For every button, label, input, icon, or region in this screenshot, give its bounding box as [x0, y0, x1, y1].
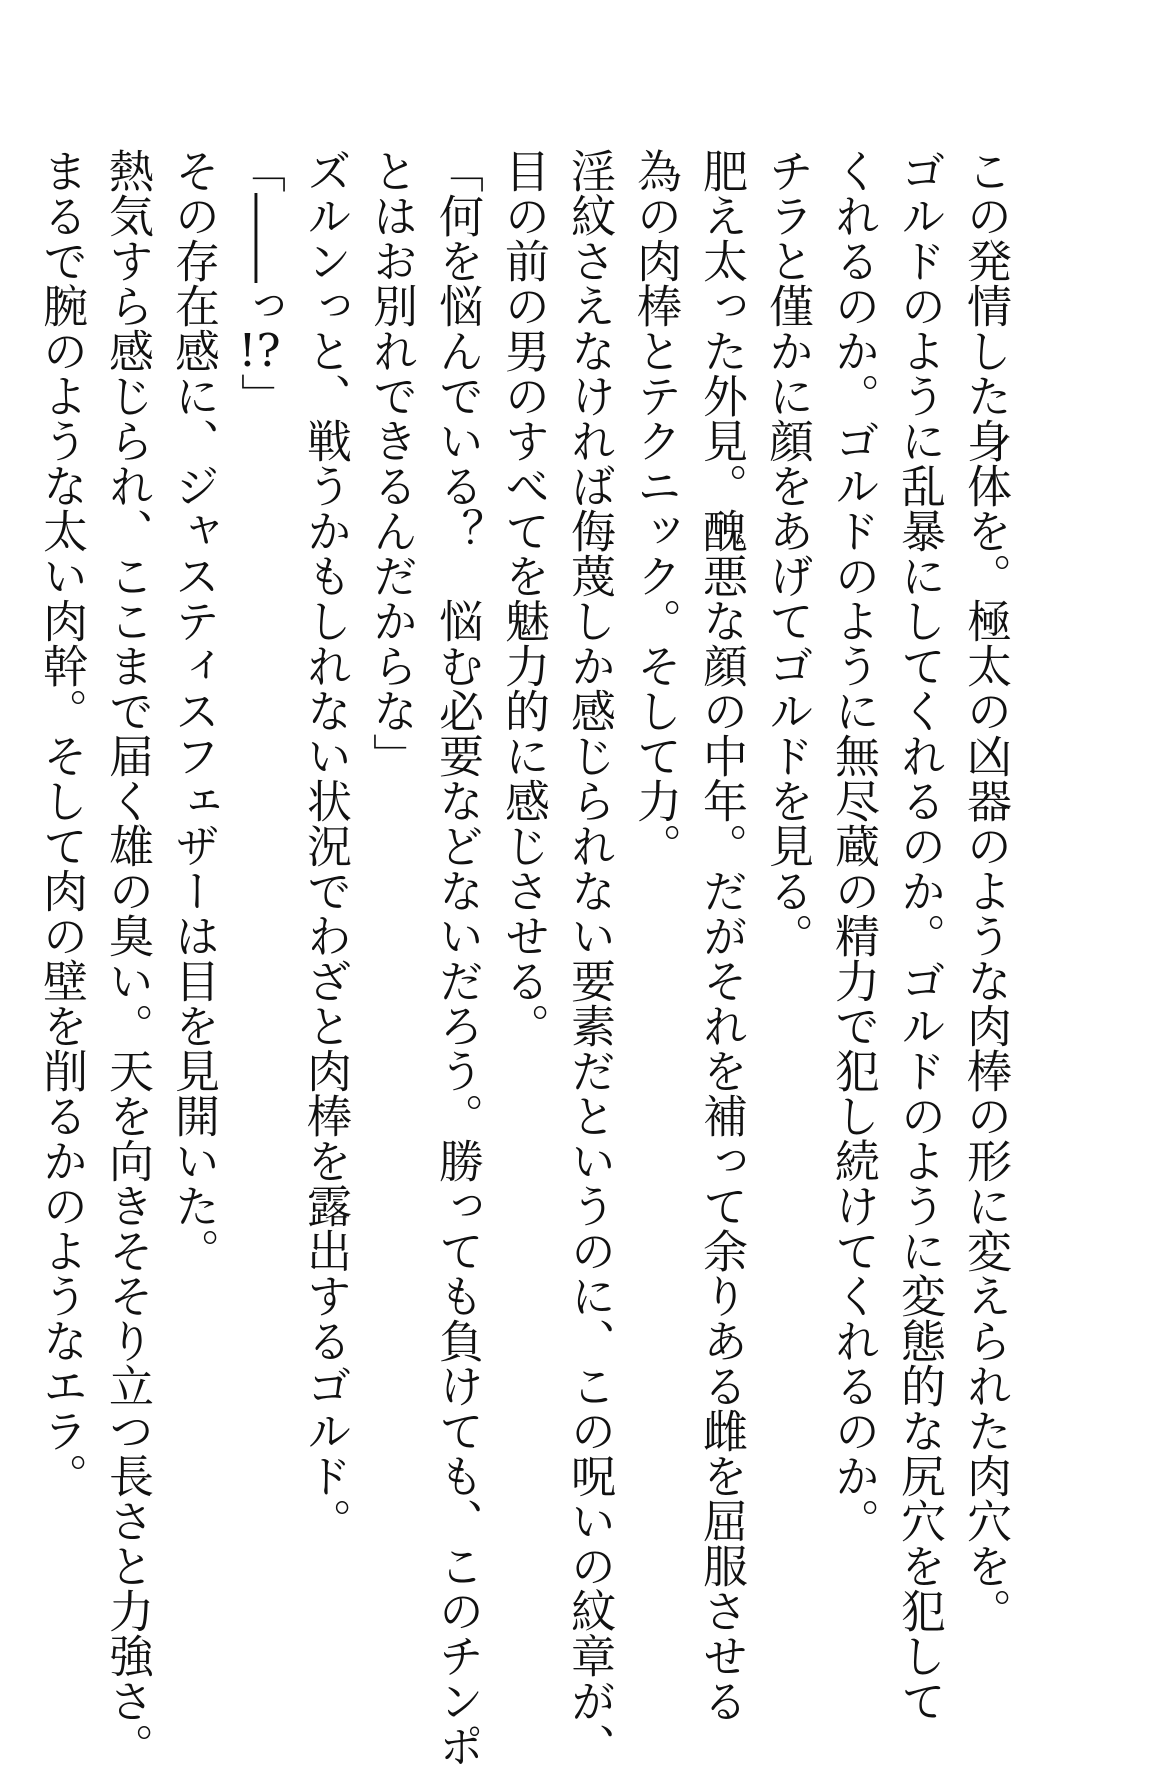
text-line-14: 熱気すら感じられ、ここまで届く雄の臭い。天を向きそそり立つ長さと力強さ。	[101, 148, 154, 1768]
text-line-1: この発情した身体を。極太の凶器のような肉棒の形に変えられた肉穴を。	[959, 148, 1012, 1633]
text-line-10: とはお別れできるんだからな」	[365, 148, 418, 778]
closing-bracket: 」	[233, 373, 286, 418]
text-line-2: ゴルドのように乱暴にしてくれるのか。ゴルドのように変態的な尻穴を犯して	[893, 148, 946, 1723]
text-line-9: 「何を悩んでいる？ 悩む必要などないだろう。勝っても負けても、このチンポ	[431, 148, 484, 1768]
text-line-8: 目の前の男のすべてを魅力的に感じさせる。	[497, 148, 550, 1048]
text-line-7: 淫紋さえなければ侮蔑しか感じられない要素だというのに、この呪いの紋章が、	[563, 148, 616, 1768]
text-line-11: ズルンっと、戦うかもしれない状況でわざと肉棒を露出するゴルド。	[299, 148, 352, 1543]
vertical-text-body	[28, 148, 1018, 1768]
text-line-6: 為の肉棒とテクニック。そして力。	[629, 148, 682, 868]
text-line-5: 肥え太った外見。醜悪な顔の中年。だがそれを補って余りある雌を屈服させる	[695, 148, 748, 1723]
text-line-13: その存在感に、ジャスティスフェザーは目を見開いた。	[167, 148, 220, 1273]
text-line-12	[226, 148, 292, 1568]
interrobang-mark: !?	[238, 328, 281, 373]
text-line-4: チラと僅かに顔をあげてゴルドを見る。	[761, 148, 814, 958]
text-line-15: まるで腕のような太い肉幹。そして肉の壁を削るかのようなエラ。	[35, 148, 88, 1498]
text-line-3: くれるのか。ゴルドのように無尽蔵の精力で犯し続けてくれるのか。	[827, 148, 880, 1543]
exclamation-dialogue: 「――っ	[233, 148, 286, 328]
